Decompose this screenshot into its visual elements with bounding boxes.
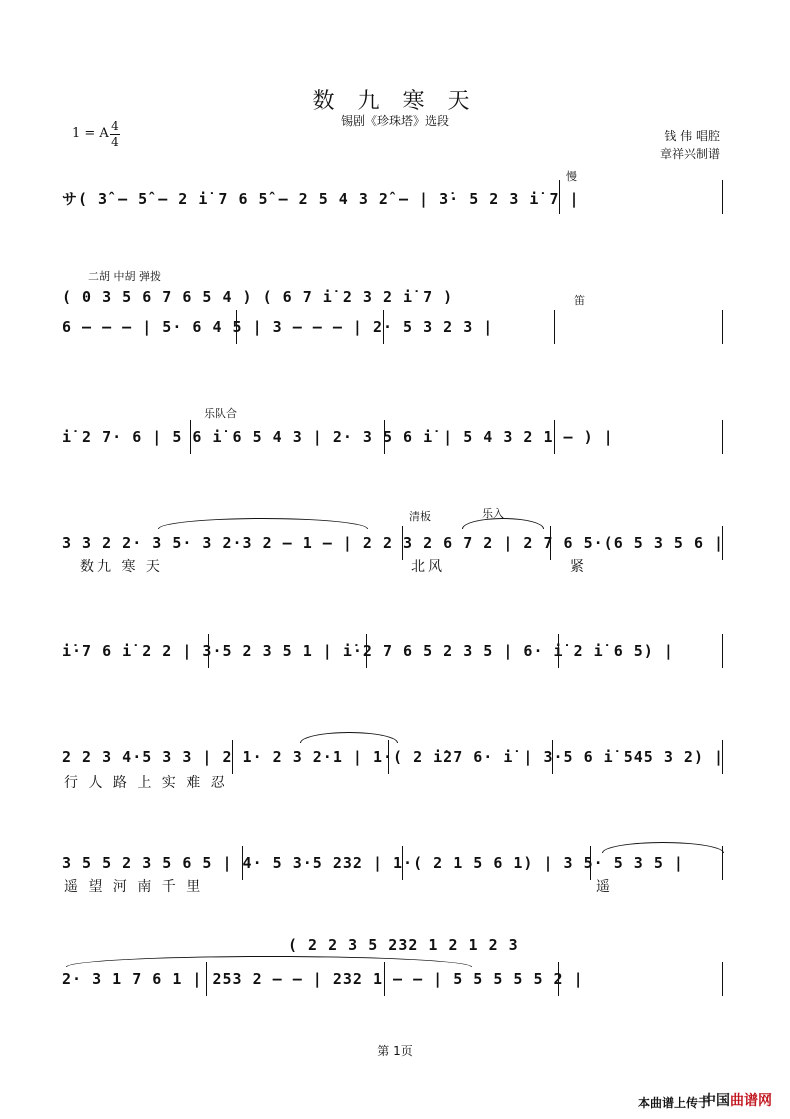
site-logo-prefix: 中国: [702, 1093, 730, 1109]
tempo-mark: 慢: [566, 170, 577, 183]
flute-label: 笛: [574, 294, 585, 307]
notation-line-3: 6 – – – | 5· 6 4 5 | 3 – – – | 2· 5 3 2 3 |: [62, 318, 494, 336]
notation-line-6: i̇·7 6 i̇ 2 2 | 3·5 2 3 5 1 | i̇·2 7 6 5 2 3 5 | 6· i̇ 2 i̇ 6 5) |: [62, 642, 674, 660]
lyric-line-6: 遥: [596, 879, 613, 895]
lyric-line-3: 紧: [570, 559, 587, 575]
time-signature: [110, 120, 120, 149]
score-line-6: [62, 634, 730, 674]
notation-line-7: 2 2 3 4·5 3 3 | 2 1· 2 3 2·1 | 1·( 2 i̇27 6· i̇ | 3·5 6 i̇ 545 3 2) |: [62, 748, 725, 766]
notation-line-4: i̇ 2 7· 6 | 5 6 i̇ 6 5 4 3 | 2· 3 5 6 i̇ | 5 4 3 2 1 – ) |: [62, 428, 614, 446]
score-line-4: [62, 420, 730, 460]
band-enter-label: 乐入: [482, 507, 504, 520]
lyric-line-4: 行 人 路 上 实 难 忍: [64, 775, 228, 791]
notation-line-5: 3 3 2 2· 3 5· 3 2·3 2 – 1 – | 2 2 3 2 6 7 2 | 2 7 6 5·(6 5 3 5 6 |: [62, 534, 725, 552]
arranger-credit: 章祥兴制谱: [659, 147, 720, 161]
site-logo: [702, 1090, 772, 1110]
page-title: 数 九 寒 天: [312, 89, 478, 114]
lyric-line-2: 北风: [411, 559, 445, 575]
ensemble-label: 乐队合: [204, 407, 237, 420]
site-logo-suffix: 曲谱网: [730, 1093, 772, 1109]
page-number: 第 1页: [377, 1044, 413, 1058]
lyric-line-5: 遥 望 河 南 千 里: [64, 879, 204, 895]
key-signature: 1 = A: [72, 126, 109, 141]
notation-line-10: 2· 3 1 7 6 1 | 253 2 – – | 232 1 – – | 5 5 5 5 5 2 |: [62, 970, 584, 988]
score-line-1: [62, 180, 730, 220]
notation-line-9: ( 2 2 3 5 232 1 2 1 2 3: [288, 936, 519, 954]
page-subtitle: 锡剧《珍珠塔》选段: [340, 114, 449, 128]
lyric-line-1: 数九 寒 天: [80, 559, 163, 575]
score-line-10: [62, 962, 730, 1002]
singer-credit: 钱 伟 唱腔: [664, 129, 720, 143]
notation-line-8: 3 5 5 2 3 5 6 5 | 4· 5 3·5 232 | 1·( 2 1 5 6 1) | 3 5· 5 3 5 |: [62, 854, 684, 872]
instrument-label: 二胡 中胡 弹拨: [88, 270, 161, 283]
time-signature-bottom: 4: [111, 135, 119, 149]
notation-line-2: ( 0 3 5 6 7 6 5 4 ) ( 6 7 i̇ 2 3 2 i̇ 7 ): [62, 288, 454, 306]
upload-note: 本曲谱上传于: [637, 1096, 710, 1110]
time-signature-top: 4: [111, 119, 119, 133]
notation-line-1: サ( 3̂ – 5̂ – 2 i̇ 7 6 5̂ – 2 5 4 3 2̂ – | 3̇· 5 2 3 i̇ 7 |: [62, 190, 580, 208]
qingban-label: 清板: [409, 510, 431, 523]
score-line-3: [62, 310, 730, 350]
